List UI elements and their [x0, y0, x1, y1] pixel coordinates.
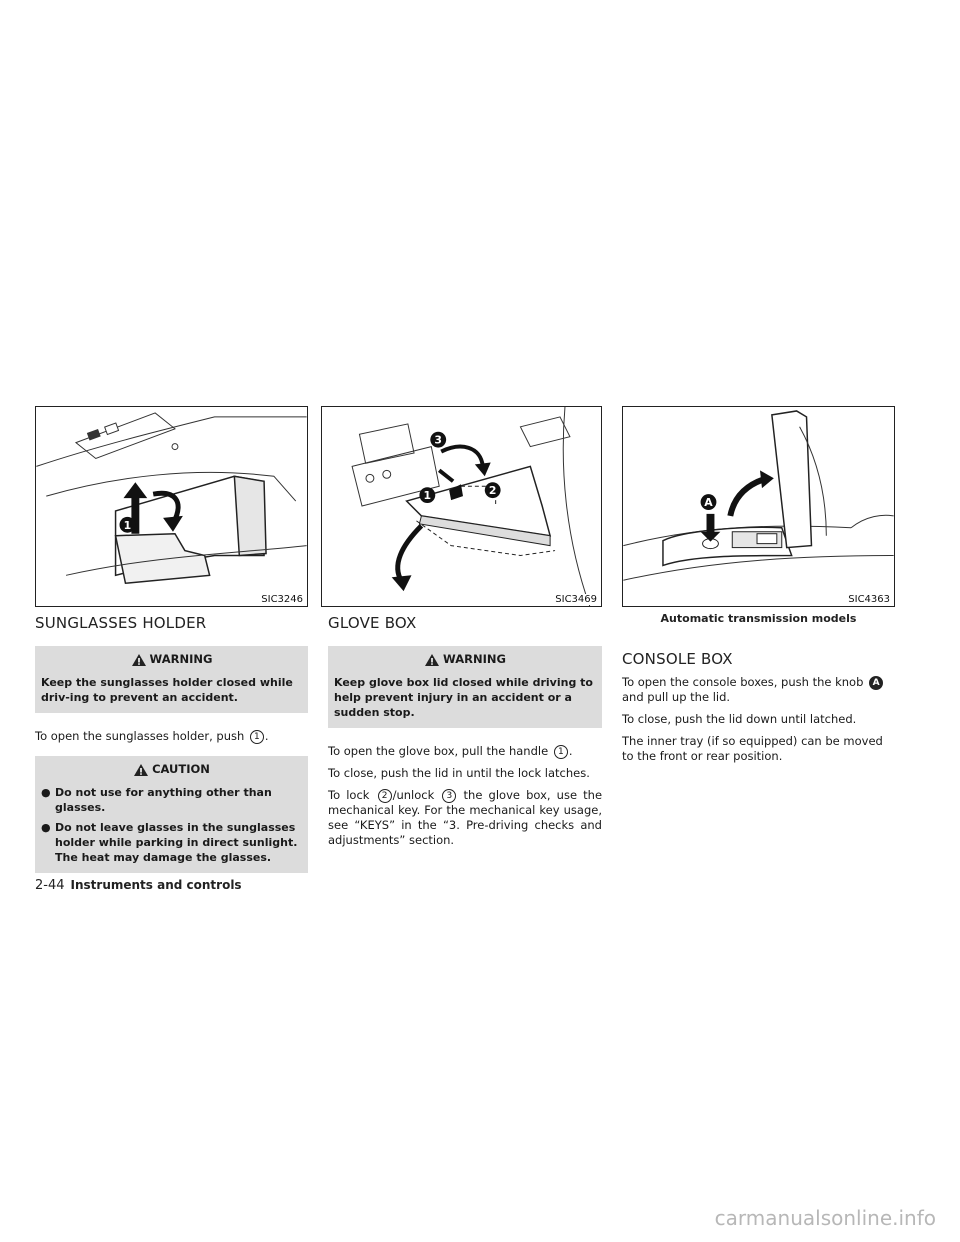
sunglasses-holder-illustration	[36, 407, 307, 606]
console-tray-note: The inner tray (if so equipped) can be moved to the front or rear position.	[622, 734, 883, 763]
figure-code: SIC3246	[261, 594, 303, 605]
section-title: SUNGLASSES HOLDER	[35, 614, 207, 632]
warning-icon	[131, 653, 147, 667]
warning-text: Keep the sunglasses holder closed while driv-ing to prevent an accident.	[41, 676, 293, 704]
watermark: carmanualsonline.info	[714, 1206, 936, 1230]
figure-sunglasses-holder	[35, 406, 308, 607]
warning-text: Keep glove box lid closed while driving to help prevent injury in an accident or a sudden stop.	[334, 676, 593, 719]
caution-icon	[133, 763, 149, 777]
warning-label: WARNING	[443, 652, 506, 666]
figure-console-box	[622, 406, 895, 607]
callout-1: 1	[554, 745, 568, 759]
section-sunglasses-holder	[35, 616, 308, 873]
section-glove-box	[328, 616, 602, 848]
caution-header	[41, 762, 302, 777]
figure-code: SIC3469	[555, 594, 597, 605]
glove-open-instruction	[328, 744, 602, 759]
marker-1: 1	[423, 489, 432, 503]
figure-glove-box	[321, 406, 602, 607]
glove-lock-instruction	[328, 788, 602, 848]
callout-2: 2	[378, 789, 392, 803]
section-title: GLOVE BOX	[328, 614, 417, 632]
sunglasses-open-instruction	[35, 729, 308, 744]
caution-box	[35, 756, 308, 873]
warning-header	[41, 652, 302, 667]
bullet-icon: ●	[41, 786, 51, 799]
page-number: 2-44	[35, 878, 65, 893]
caution-item-text: Do not leave glasses in the sunglasses holder while parking in direct sunlight. The heat may damage the glasses.	[55, 821, 298, 864]
glove-close-instruction: To close, push the lid in until the lock latches.	[328, 766, 590, 780]
callout-A: A	[869, 676, 883, 690]
figure-code: SIC4363	[848, 594, 890, 605]
callout-1: 1	[250, 730, 264, 744]
warning-box	[35, 646, 308, 713]
console-open-instruction	[622, 675, 895, 705]
caution-item	[41, 820, 302, 865]
para-text: the glove box, use the mechanical key. For the mechanical key usage, see “KEYS” in the “3. Pre-driving checks and adjustments” section.	[328, 788, 603, 847]
caution-item	[41, 785, 302, 815]
marker-3: 3	[434, 433, 443, 447]
warning-icon	[424, 653, 440, 667]
para-text: To open the sunglasses holder, push	[35, 729, 245, 743]
console-close-instruction: To close, push the lid down until latched.	[622, 712, 857, 726]
caution-label: CAUTION	[152, 762, 210, 776]
marker-A: A	[704, 496, 713, 510]
warning-label: WARNING	[149, 652, 213, 666]
callout-3: 3	[442, 789, 456, 803]
warning-header	[334, 652, 596, 667]
para-text: To open the console boxes, push the knob	[622, 675, 864, 689]
section-name: Instruments and controls	[70, 878, 242, 892]
warning-box	[328, 646, 602, 728]
marker-1: 1	[123, 518, 132, 532]
section-title: CONSOLE BOX	[622, 650, 733, 668]
para-end: .	[264, 729, 269, 743]
para-text: To open the glove box, pull the handle	[328, 744, 549, 758]
page-footer	[35, 878, 242, 893]
para-text: To lock	[328, 788, 370, 802]
figure-caption: Automatic transmission models	[660, 612, 857, 625]
console-box-illustration	[623, 407, 894, 606]
para-text: /unlock	[392, 788, 435, 802]
para-end: .	[568, 744, 573, 758]
marker-2: 2	[488, 484, 497, 498]
para-text: and pull up the lid.	[622, 690, 731, 704]
bullet-icon: ●	[41, 821, 51, 834]
glove-box-illustration	[322, 407, 601, 606]
caution-item-text: Do not use for anything other than glasses.	[55, 786, 272, 814]
section-console-box	[622, 652, 895, 764]
